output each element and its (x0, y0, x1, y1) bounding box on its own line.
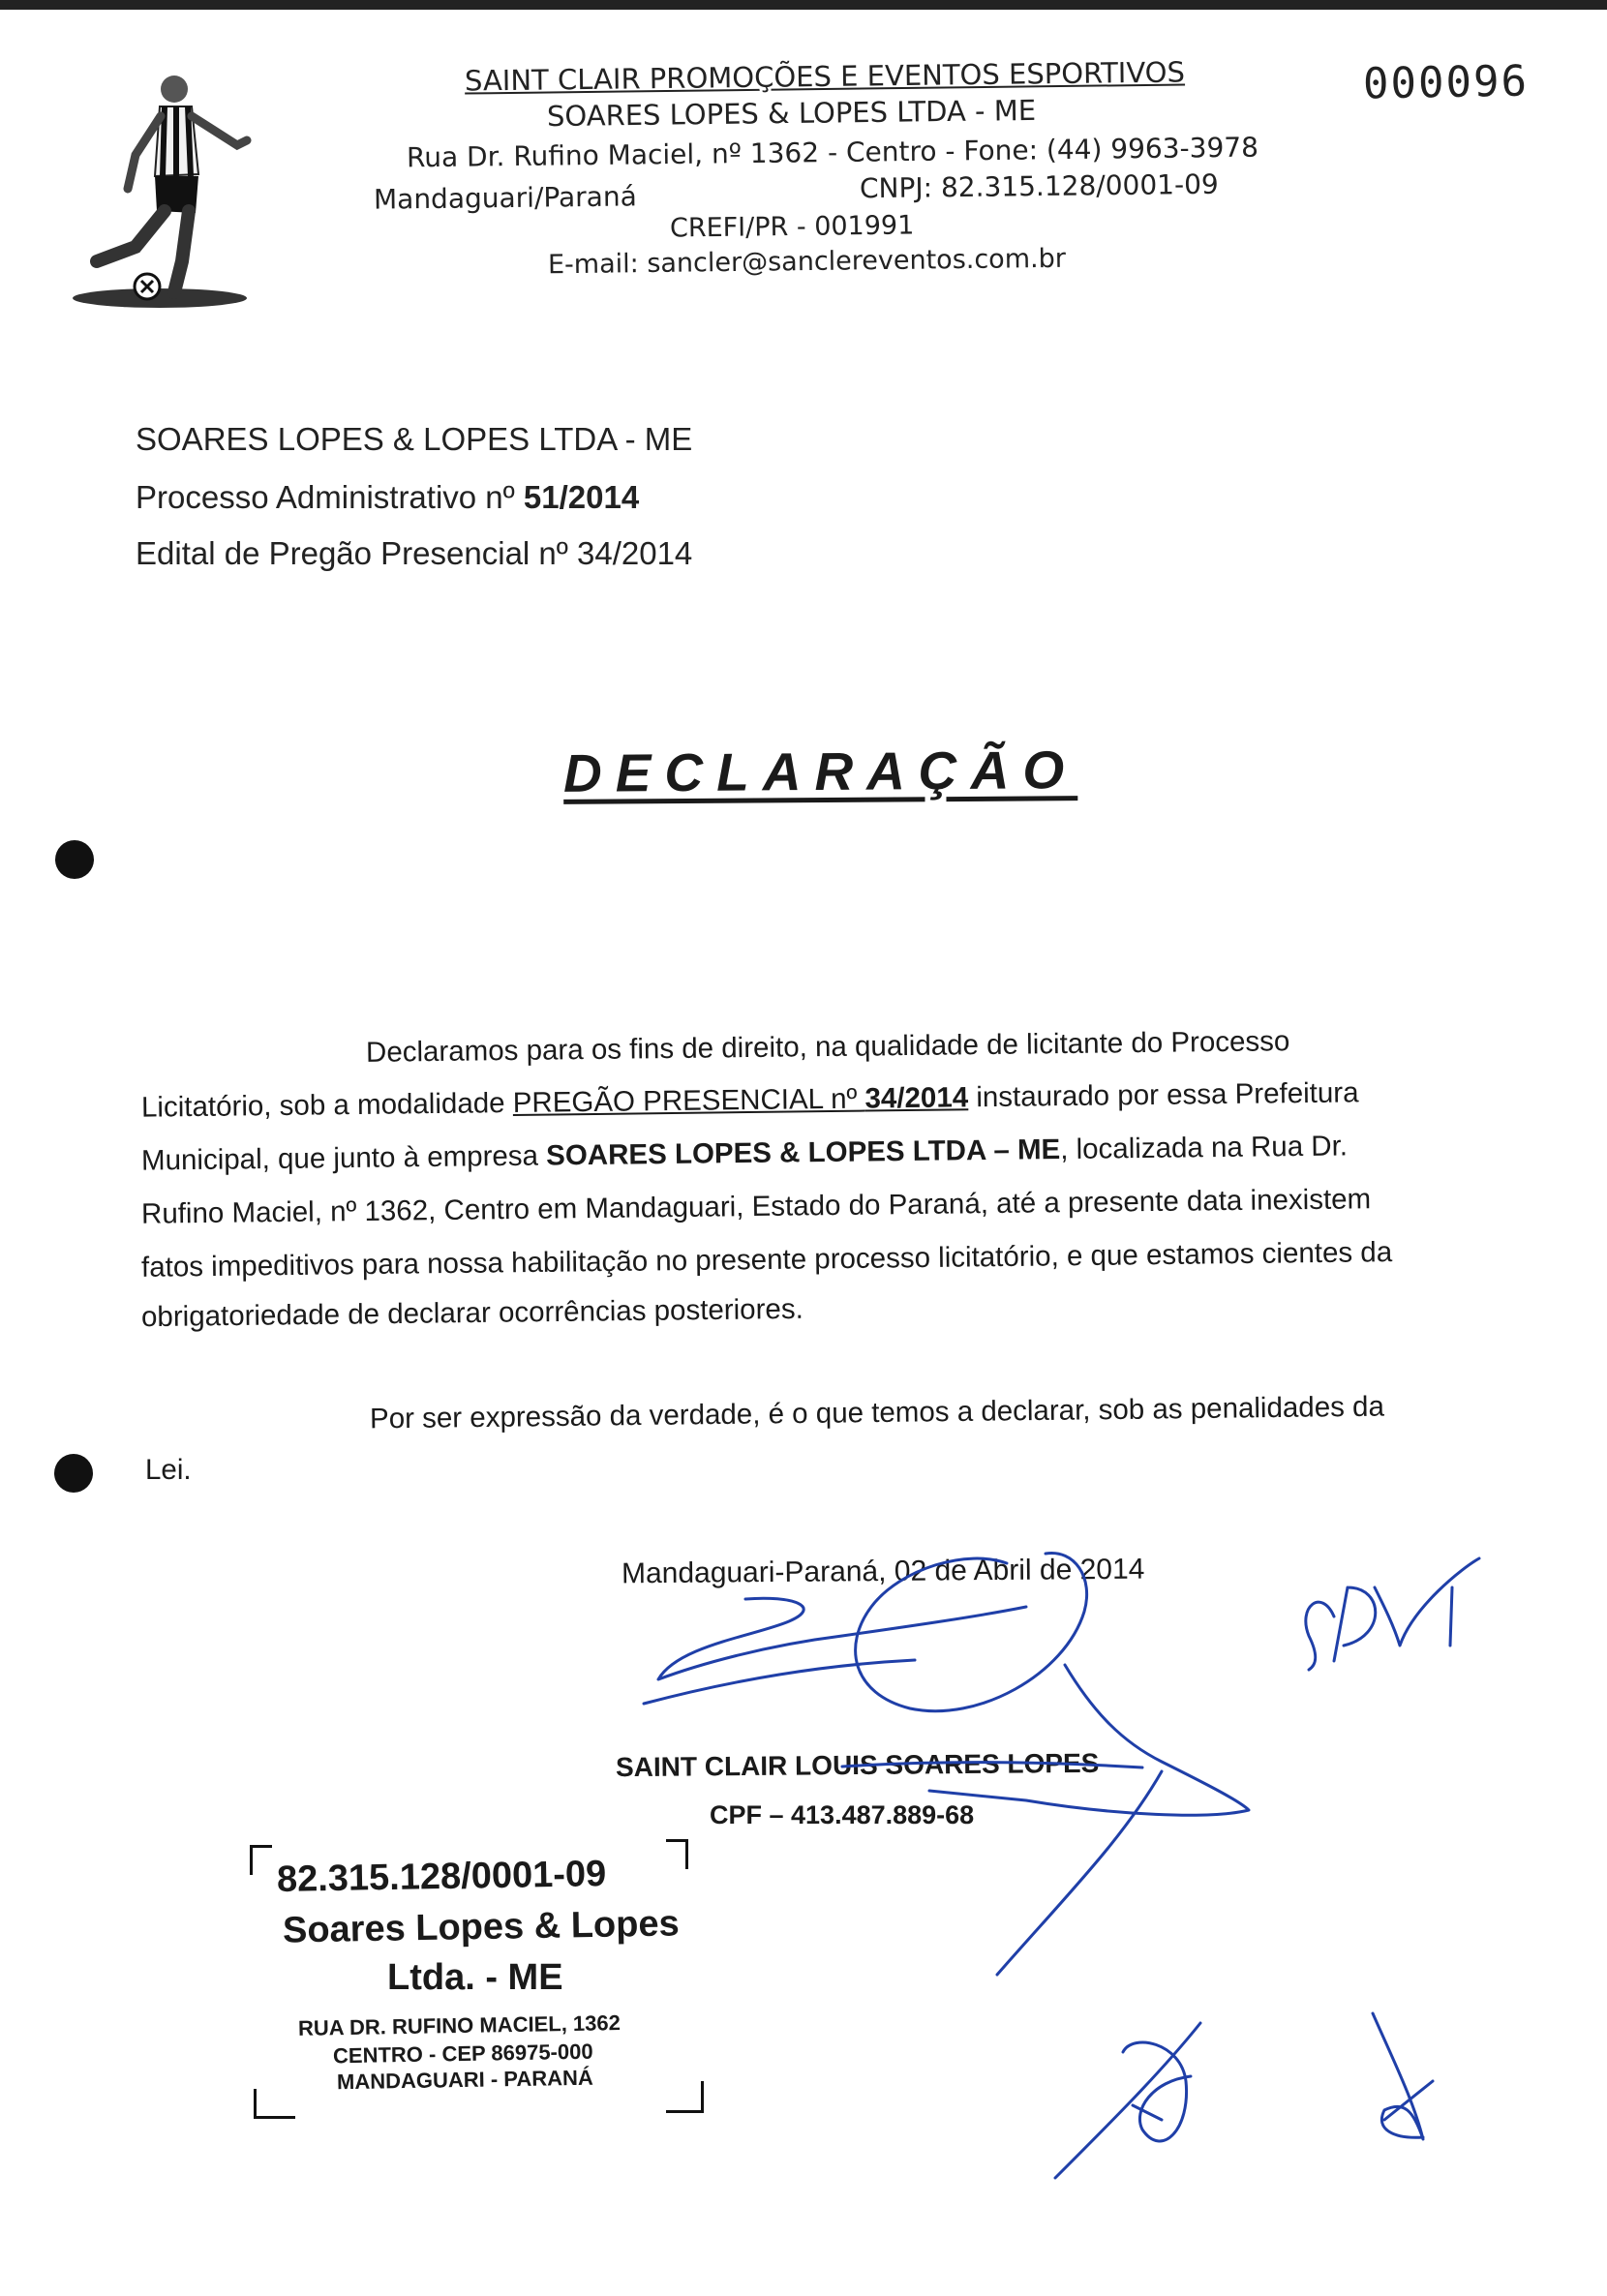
stamp-address-2: CENTRO - CEP 86975-000 (332, 2039, 593, 2069)
body-line-2b: instaurado por essa Prefeitura (967, 1076, 1359, 1114)
reference-edital: Edital de Pregão Presencial nº 34/2014 (136, 535, 693, 571)
stamp-address-3: MANDAGUARI - PARANÁ (336, 2065, 593, 2095)
letterhead-cnpj: CNPJ: 82.315.128/0001-09 (859, 167, 1219, 205)
body-line-6: obrigatoriedade de declarar ocorrências posteriores. (140, 1292, 804, 1334)
body-line-5: fatos impeditivos para nossa habilitação no presente processo licitatório, e que estamos cientes da (140, 1236, 1393, 1284)
letterhead-email: E-mail: sancler@sanclereventos.com.br (547, 243, 1067, 281)
body-p2-line-1: Por ser expressão da verdade, é o que temos a declarar, sob as penalidades da (369, 1390, 1385, 1435)
stamp-cnpj: 82.315.128/0001-09 (276, 1854, 607, 1900)
main-signature-loop (856, 1553, 1087, 1710)
body-p2-line-2: Lei. (145, 1454, 192, 1486)
stamp-address-1: RUA DR. RUFINO MACIEL, 1362 (297, 2010, 622, 2040)
body-line-3c: , localizada na Rua Dr. (1060, 1130, 1349, 1166)
letterhead-crefi: CREFI/PR - 001991 (669, 210, 915, 244)
main-signature-underline (644, 1660, 915, 1704)
body-line-3a: Municipal, que junto à empresa (140, 1139, 547, 1177)
body-line-3-company: SOARES LOPES & LOPES LTDA – ME (545, 1133, 1061, 1172)
letterhead-city: Mandaguari/Paraná (373, 180, 637, 216)
reference-process-label: Processo Administrativo nº (136, 479, 524, 515)
signatory-cpf: CPF – 413.487.889-68 (710, 1800, 975, 1829)
body-line-4: Rufino Maciel, nº 1362, Centro em Mandaguari, Estado do Paraná, até a presente data inexistem (140, 1183, 1372, 1230)
body-line-2a: Licitatório, sob a modalidade (140, 1086, 513, 1124)
letterhead-address: Rua Dr. Rufino Maciel, nº 1362 - Centro - Fone: (44) 9963-3978 (406, 131, 1259, 174)
letterhead-line2: SOARES LOPES & LOPES LTDA - ME (546, 93, 1037, 134)
main-signature-long-stroke (997, 1771, 1162, 1975)
body-line-2-edital-number: 34/2014 (864, 1081, 969, 1115)
body-line-2-modalidade: PREGÃO PRESENCIAL nº (512, 1082, 865, 1119)
main-signature-tail (929, 1665, 1249, 1815)
initials-bottom-left (1055, 2023, 1200, 2178)
document-number: 000096 (1362, 56, 1530, 109)
main-signature-strike (842, 1763, 1142, 1767)
stamp-name-2: Ltda. - ME (387, 1957, 563, 1998)
letterhead-line1: SAINT CLAIR PROMOÇÕES E EVENTOS ESPORTIVOS (464, 55, 1186, 98)
stamp-name-1: Soares Lopes & Lopes (282, 1903, 680, 1951)
body-line-1: Declaramos para os fins de direito, na qualidade de licitante do Processo (365, 1025, 1290, 1069)
place-date: Mandaguari-Paraná, 02 de Abril de 2014 (621, 1553, 1145, 1590)
reference-company: SOARES LOPES & LOPES LTDA - ME (136, 421, 693, 457)
initials-bottom-right (1373, 2013, 1433, 2139)
signatory-name: SAINT CLAIR LOUIS SOARES LOPES (615, 1747, 1100, 1783)
reference-process-number: 51/2014 (523, 479, 640, 515)
page-title: DECLARAÇÃO (562, 740, 1078, 803)
initials-top-right (1306, 1558, 1479, 1670)
